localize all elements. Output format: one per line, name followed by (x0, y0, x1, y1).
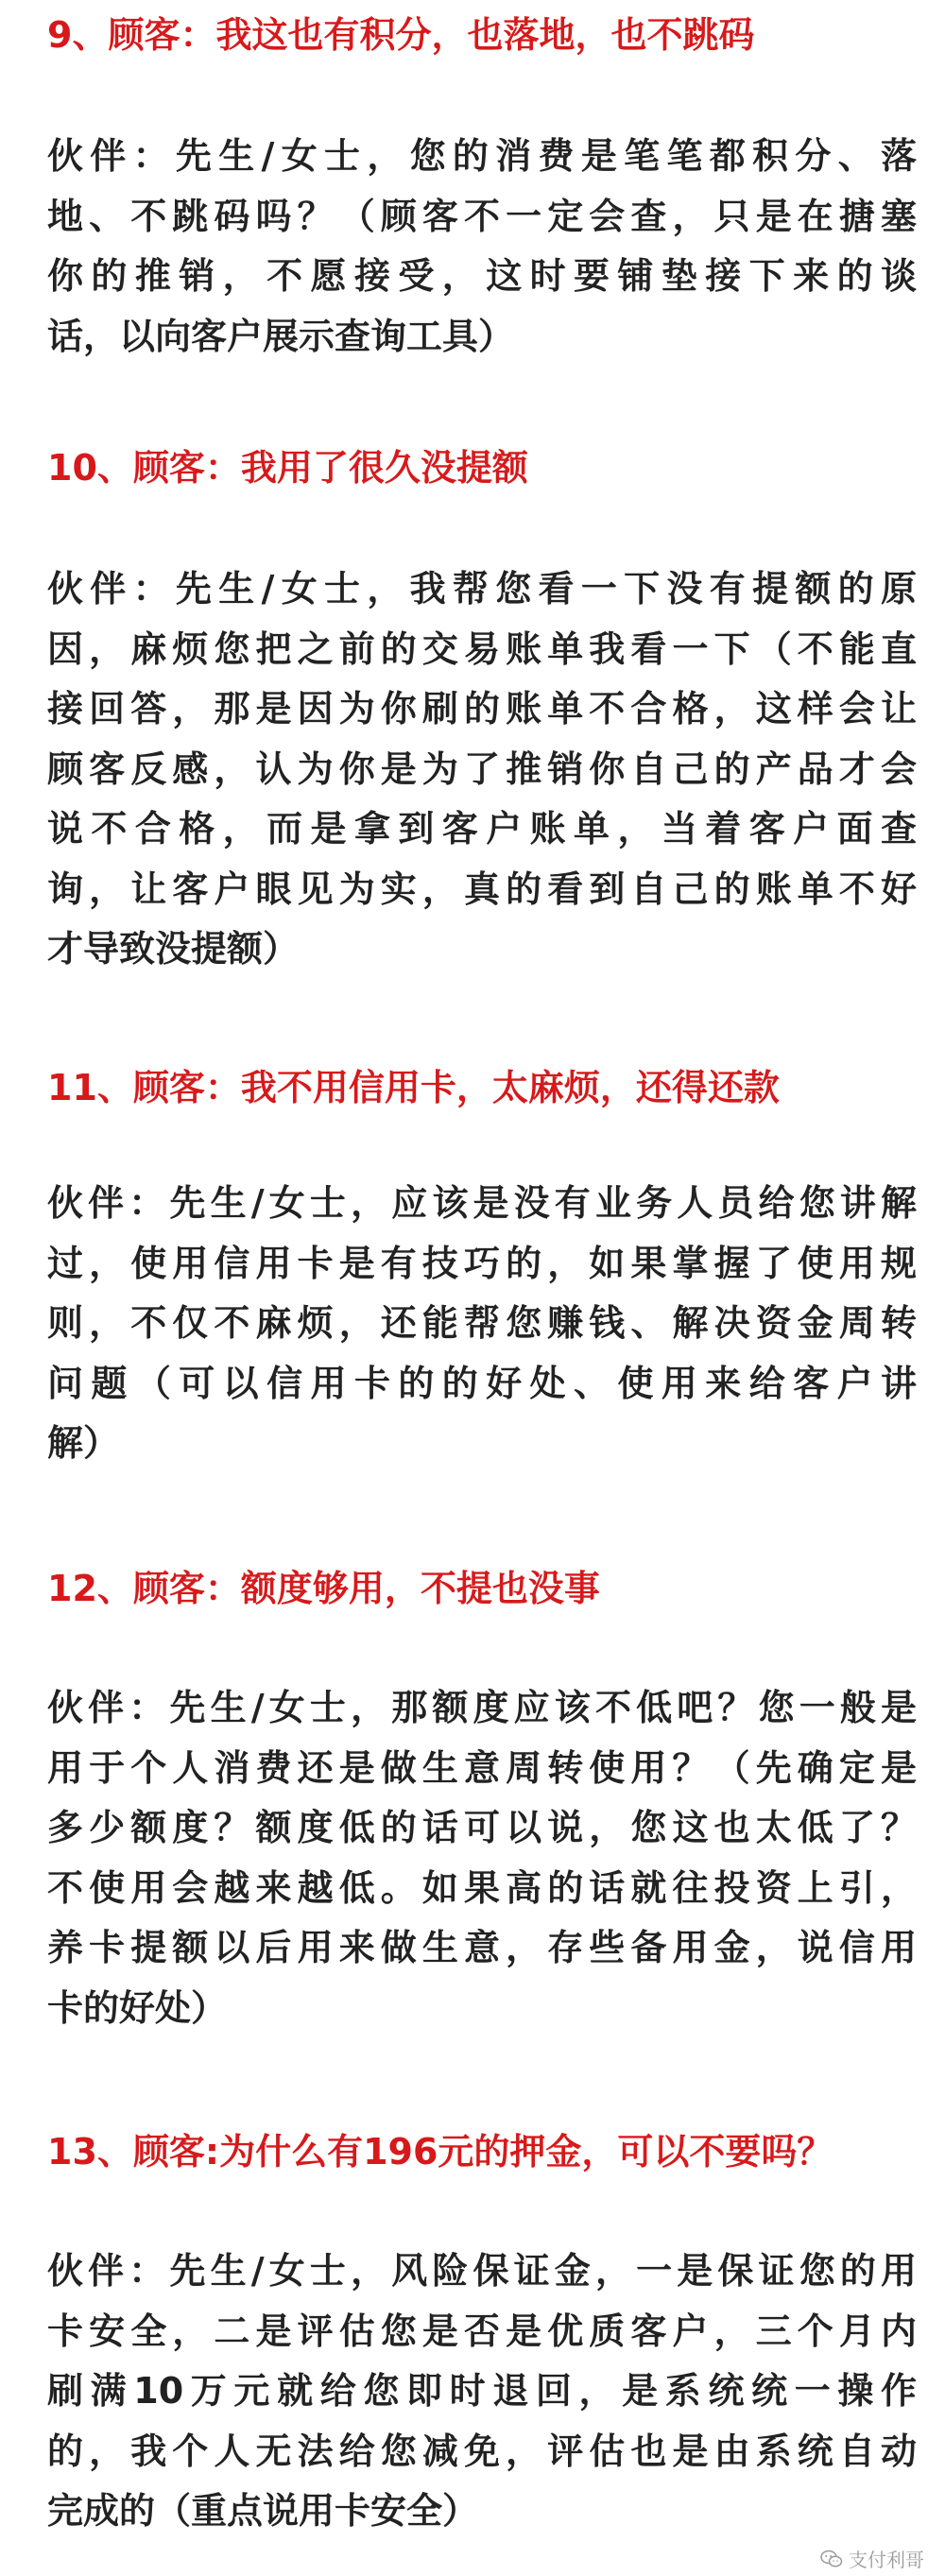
answer-line: 伙伴：先生/女士，风险保证金，一是保证您的用 (47, 2250, 917, 2292)
answer-line: 说不合格，而是拿到客户账单，当着客户面查 (47, 808, 917, 850)
section-answer (47, 2241, 917, 2542)
answer-line: 询，让客户眼见为实，真的看到自己的账单不好 (47, 867, 917, 910)
answer-line: 你的推销，不愿接受，这时要铺垫接下来的谈 (47, 255, 917, 297)
answer-line: 则，不仅不麻烦，还能帮您赚钱、解决资金周转 (47, 1302, 917, 1344)
answer-line: 伙伴：先生/女士，那额度应该不低吧？您一般是 (47, 1687, 917, 1728)
answer-line: 卡的好处） (47, 1986, 228, 2029)
section-answer (47, 1174, 917, 1474)
answer-line: 伙伴：先生/女士，您的消费是笔笔都积分、落 (47, 135, 917, 177)
section-heading: 12、顾客：额度够用，不提也没事 (47, 1568, 600, 1609)
watermark (820, 2545, 924, 2572)
section-heading: 10、顾客：我用了很久没提额 (47, 447, 528, 489)
section-answer (47, 1678, 917, 2038)
section-answer (47, 559, 917, 980)
answer-line: 养卡提额以后用来做生意，存些备用金，说信用 (47, 1927, 917, 1968)
answer-line: 用于个人消费还是做生意周转使用？（先确定是 (47, 1746, 917, 1789)
answer-line: 顾客反感，认为你是为了推销你自己的产品才会 (47, 747, 917, 790)
watermark-text: 支付利哥 (849, 2549, 924, 2571)
answer-line: 解） (47, 1422, 120, 1464)
answer-line: 才导致没提额） (47, 928, 300, 970)
answer-line: 地、不跳码吗？（顾客不一定会查，只是在搪塞 (47, 195, 917, 237)
answer-line: 伙伴：先生/女士，我帮您看一下没有提额的原 (47, 568, 917, 610)
answer-line: 多少额度？额度低的话可以说，您这也太低了？ (47, 1807, 917, 1848)
answer-line: 完成的（重点说用卡安全） (47, 2490, 479, 2532)
wechat-icon (820, 2549, 843, 2569)
answer-line: 伙伴：先生/女士，应该是没有业务人员给您讲解 (47, 1182, 917, 1224)
section-heading: 9、顾客：我这也有积分，也落地，也不跳码 (47, 14, 755, 56)
answer-line: 卡安全，二是评估您是否是优质客户，三个月内 (47, 2310, 917, 2352)
section-heading: 13、顾客:为什么有196元的押金，可以不要吗？ (47, 2131, 833, 2172)
answer-line: 不使用会越来越低。如果高的话就往投资上引， (47, 1866, 917, 1909)
answer-line: 问题（可以信用卡的的好处、使用来给客户讲 (47, 1362, 917, 1404)
answer-line: 话，以向客户展示查询工具） (47, 315, 515, 357)
answer-line: 接回答，那是因为你刷的账单不合格，这样会让 (47, 688, 917, 730)
section-heading: 11、顾客：我不用信用卡，太麻烦，还得还款 (47, 1067, 780, 1108)
answer-line: 因，麻烦您把之前的交易账单我看一下（不能直 (47, 627, 917, 670)
section-answer (47, 127, 917, 367)
answer-line: 刷满10万元就给您即时退回，是系统统一操作 (47, 2370, 917, 2412)
answer-line: 的，我个人无法给您减免，评估也是由系统自动 (47, 2430, 917, 2472)
answer-line: 过，使用信用卡是有技巧的，如果掌握了使用规 (47, 1242, 917, 1284)
